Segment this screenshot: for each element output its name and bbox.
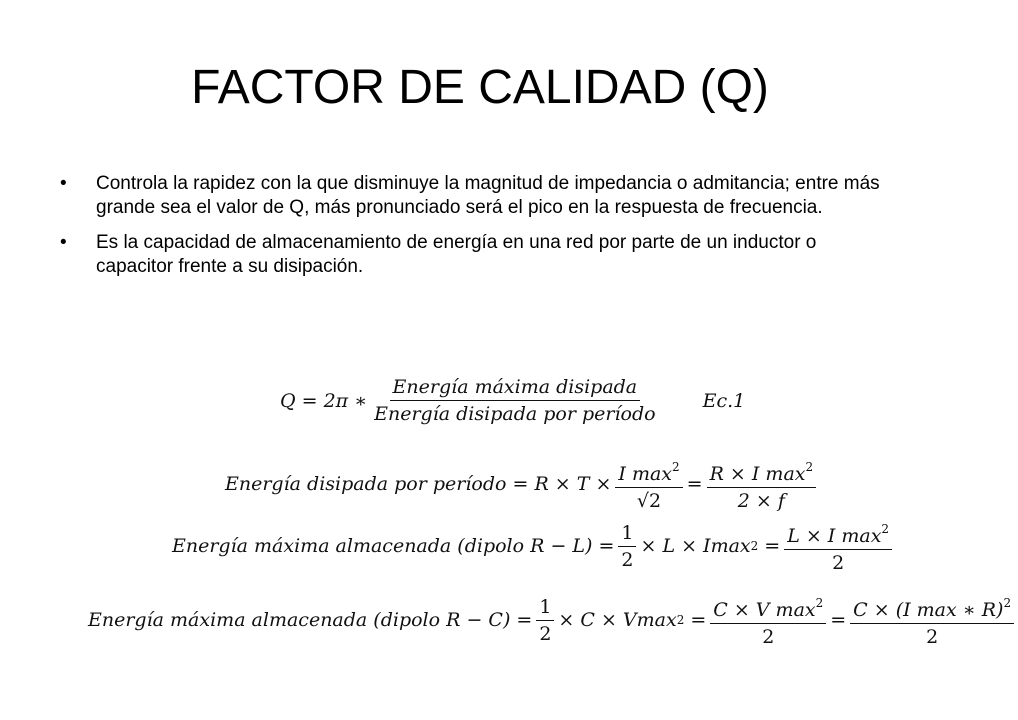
eq1-label: Ec.1 [702,389,746,412]
eq2-fraction-2 [707,456,817,512]
eq3-fraction-half [618,522,636,571]
bullet-list [58,172,898,290]
eq4-f1-numerator: 1 [536,596,554,621]
eq3-f2-exponent: 2 [881,522,890,536]
eq4-fraction-3 [850,592,1014,648]
eq1-numerator: Energía máxima disipada [390,376,641,401]
eq1-lhs: Q = 2π ∗ [280,389,368,412]
eq2-f2-exponent: 2 [805,460,814,474]
eq4-f2-denominator: 2 [762,626,775,648]
bullet-item [58,172,898,220]
eq2-fraction-1 [615,456,682,512]
eq3-f1-denominator: 2 [621,548,634,571]
eq4-f2-numerator: C × V max [713,599,816,621]
eq3-f2-numerator: L × I max [787,525,882,547]
eq4-middle: × C × Vmax [558,609,677,631]
eq4-f3-exponent: 2 [1003,596,1012,610]
eq2-f2-denominator: 2 × f [737,490,785,512]
equation-dissipated-energy [225,456,820,512]
eq3-f2-denominator: 2 [832,552,845,574]
eq4-fraction-half [536,596,554,645]
eq4-equals-1: = [690,609,707,631]
eq2-lhs: Energía disipada por período = R × T × [225,473,612,495]
eq1-denominator: Energía disipada por período [374,403,656,425]
eq4-f2-exponent: 2 [815,596,824,610]
eq2-f1-denominator: √2 [636,490,662,512]
eq4-f3-numerator: C × (I max ∗ R) [853,599,1004,621]
equation-max-energy-rl [172,518,896,574]
eq2-f1-numerator: I max [618,463,673,485]
eq3-f1-numerator: 1 [618,522,636,547]
eq2-f1-exponent: 2 [672,460,680,474]
eq3-middle-exponent: 2 [750,539,759,553]
eq4-f1-denominator: 2 [539,622,552,645]
eq4-middle-exponent: 2 [676,613,685,627]
equation-q-definition [280,376,745,425]
bullet-text: Controla la rapidez con la que disminuye la magnitud de impedancia o admitancia; entre más grande sea el valor de Q, más pronunciado será el pico en la respuesta de frecuencia. [96,173,880,218]
eq4-fraction-2 [710,592,826,648]
eq4-equals-2: = [830,609,847,631]
eq2-f2-numerator: R × I max [709,463,806,485]
eq3-lhs: Energía máxima almacenada (dipolo R − L) = [172,535,615,557]
slide-title: FACTOR DE CALIDAD (Q) [191,61,769,114]
bullet-text: Es la capacidad de almacenamiento de energía en una red por parte de un inductor o capacitor frente a su disipación. [96,232,817,277]
eq3-fraction-2 [784,518,892,574]
eq4-lhs: Energía máxima almacenada (dipolo R − C) = [88,609,533,631]
equation-max-energy-rc [88,592,1018,648]
eq3-equals: = [764,535,781,557]
eq2-equals: = [686,473,703,495]
eq4-f3-denominator: 2 [926,626,939,648]
bullet-item [58,231,898,279]
eq3-middle: × L × Imax [640,535,751,557]
eq1-fraction [371,376,658,425]
bullet-icon: • [60,232,67,253]
bullet-icon: • [60,173,67,194]
